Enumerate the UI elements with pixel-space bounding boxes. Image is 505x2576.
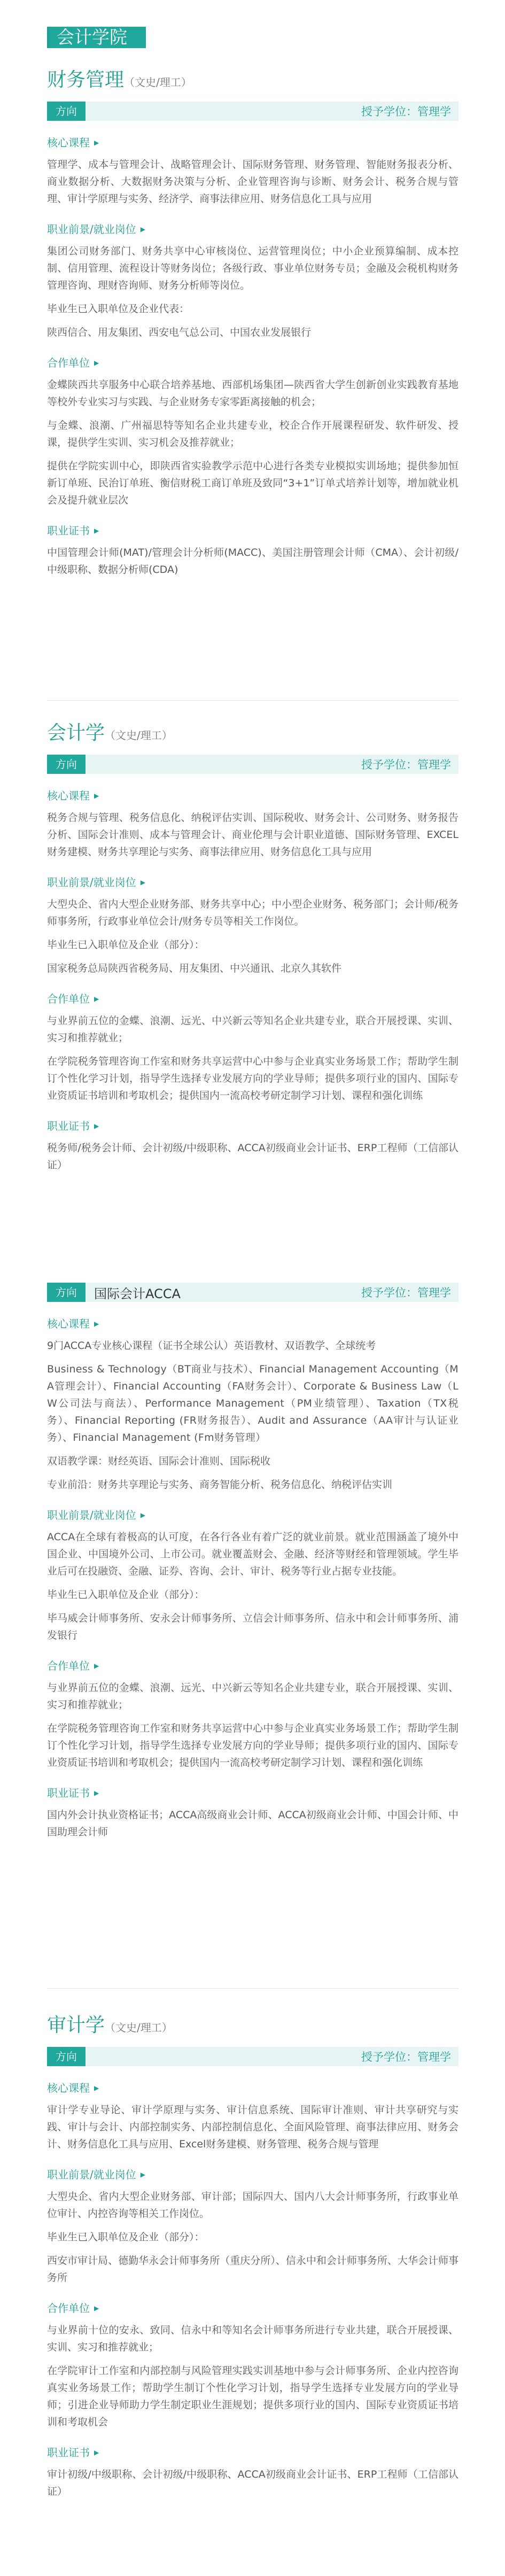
section-heading: 职业前景/就业岗位 ▶ bbox=[47, 874, 459, 890]
direction-bar bbox=[47, 2047, 459, 2066]
triangle-right-icon: ▶ bbox=[94, 2305, 99, 2312]
coop-text: 与业界前五位的金蝶、浪潮、远光、中兴新云等知名企业共建专业，联合开展授课、实训、实习和推荐就业； bbox=[47, 1682, 459, 1711]
employers-label: 毕业生已入职单位及企业（部分）： bbox=[47, 1589, 205, 1601]
core-courses-section bbox=[47, 1316, 459, 1493]
career-text: ACCA在全球有着极高的认可度，在各行各业有着广泛的就业前景。就业范围涵盖了境外中国企业、中国境外公司、上市公司。就业覆盖财会、金融、经济等财经和管理领域。学生毕业后可在投融资、金融、证券、咨询、会计、审计、税务等行业占据专业技能。 bbox=[47, 1531, 459, 1577]
employers-text: 毕马威会计师事务所、安永会计师事务所、立信会计师事务所、信永中和会计师事务所、浦发银行 bbox=[47, 1612, 459, 1641]
degree-label: 授予学位：管理学 bbox=[361, 105, 451, 118]
section-heading: 核心课程 ▶ bbox=[47, 135, 459, 151]
section-heading: 合作单位 ▶ bbox=[47, 1658, 459, 1674]
triangle-right-icon: ▶ bbox=[94, 1122, 99, 1130]
coop-section bbox=[47, 355, 459, 509]
direction-tag: 方向 bbox=[47, 2047, 86, 2066]
coop-text: 提供在学院实训中心，即陕西省实验教学示范中心进行各类专业模拟实训场地；提供参加恒新订单班、民治订单班、衡信财税工商订单班及致同“3+1”订单式培养计划等，增加就业机会及提升就业层次 bbox=[47, 460, 459, 506]
triangle-right-icon: ▶ bbox=[94, 2449, 99, 2456]
employers-label: 毕业生已入职单位及企业（部分）： bbox=[47, 939, 205, 951]
cert-section bbox=[47, 2445, 459, 2500]
core-courses-text: 税务合规与管理、税务信息化、纳税评估实训、国际税收、财务会计、公司财务、财务报告分析、国际会计准则、成本与管理会计、商业伦理与会计职业道德、国际财务管理、EXCEL财务建模、财务共享理论与实务、商事法律应用、财务信息化工具与应用 bbox=[47, 812, 459, 858]
major-sub: （文史/理工） bbox=[124, 76, 192, 89]
triangle-right-icon: ▶ bbox=[140, 2171, 145, 2178]
direction-acca bbox=[47, 1283, 459, 1847]
section-heading: 合作单位 ▶ bbox=[47, 991, 459, 1007]
career-section bbox=[47, 2167, 459, 2286]
core-courses-section bbox=[47, 135, 459, 207]
triangle-right-icon: ▶ bbox=[140, 226, 145, 233]
college-title: 会计学院 bbox=[47, 27, 146, 48]
coop-text: 与业界前十位的安永、致同、信永中和等知名会计师事务所进行专业共建，联合开展授课、实训、实习和推荐就业； bbox=[47, 2324, 459, 2353]
career-section bbox=[47, 874, 459, 977]
employers-label: 毕业生已入职单位及企业代表： bbox=[47, 303, 190, 315]
employers-text: 陕西信合、用友集团、西安电气总公司、中国农业发展银行 bbox=[47, 327, 312, 338]
triangle-right-icon: ▶ bbox=[140, 879, 145, 886]
cert-section bbox=[47, 523, 459, 578]
degree-label: 授予学位：管理学 bbox=[361, 758, 451, 771]
degree-label: 授予学位：管理学 bbox=[361, 1286, 451, 1299]
section-heading: 职业证书 ▶ bbox=[47, 523, 459, 539]
major-name: 财务管理 bbox=[47, 69, 125, 91]
major-auditing bbox=[47, 2014, 459, 2507]
core-courses-text: 双语教学课：财经英语、国际会计准则、国际税收 bbox=[47, 1455, 271, 1467]
direction-tag: 方向 bbox=[47, 755, 86, 774]
core-courses-text: 管理学、成本与管理会计、战略管理会计、国际财务管理、财务管理、智能财务报表分析、商业数据分析、大数据财务决策与分析、企业管理咨询与诊断、财务会计、税务合规与管理、审计学原理与实务、经济学、商事法律应用、财务信息化工具与应用 bbox=[47, 159, 459, 205]
direction-bar bbox=[47, 1283, 459, 1302]
major-sub: （文史/理工） bbox=[105, 2021, 173, 2034]
triangle-right-icon: ▶ bbox=[94, 139, 99, 146]
coop-text: 在学院税务管理咨询工作室和财务共享运营中心中参与企业真实业务场景工作；帮助学生制订个性化学习计划，指导学生选择专业发展方向的学业导师；提供多项行业的国内、国际专业资质证书培训和考取机会；提供国内一流高校考研定制学习计划、课程和强化训练 bbox=[47, 1722, 459, 1768]
career-text: 大型央企、省内大型企业财务部、财务共享中心；中小型企业财务、税务部门；会计师/税务师事务所，行政事业单位会计/财务专员等相关工作岗位。 bbox=[47, 898, 459, 927]
triangle-right-icon: ▶ bbox=[94, 359, 99, 367]
major-financial-management bbox=[47, 68, 459, 585]
section-heading: 职业证书 ▶ bbox=[47, 1118, 459, 1134]
major-accounting bbox=[47, 721, 459, 1180]
direction-bar bbox=[47, 102, 459, 121]
core-courses-text: 审计学专业导论、审计学原理与实务、审计信息系统、国际审计准则、审计共享研究与实践、审计与会计、内部控制实务、内部控制信息化、全面风险管理、商事法律应用、财务会计、财务信息化工具与应用、Excel财务建模、财务管理、税务合规与管理 bbox=[47, 2104, 459, 2150]
section-heading: 合作单位 ▶ bbox=[47, 2300, 459, 2316]
triangle-right-icon: ▶ bbox=[94, 995, 99, 1003]
cert-text: 国内外会计执业资格证书；ACCA高级商业会计师、ACCA初级商业会计师、中国会计师、中国助理会计师 bbox=[47, 1809, 459, 1838]
section-heading: 核心课程 ▶ bbox=[47, 788, 459, 804]
major-name: 会计学 bbox=[47, 722, 105, 744]
coop-section bbox=[47, 991, 459, 1104]
major-name: 审计学 bbox=[47, 2014, 105, 2036]
coop-text: 在学院审计工作室和内部控制与风险管理实践实训基地中参与会计师事务所、企业内控咨询真实业务场景工作；帮助学生制订个性化学习计划，指导学生选择专业发展方向的学业导师；引进企业导师助力学生制定职业生涯规划；提供多项行业的国内、国际专业资质证书培训和考取机会 bbox=[47, 2365, 459, 2428]
coop-section bbox=[47, 1658, 459, 1771]
core-courses-text: 9门ACCA专业核心课程（证书全球公认）英语教材、双语教学、全球统考 bbox=[47, 1340, 376, 1352]
direction-tag: 方向 bbox=[47, 1283, 86, 1302]
section-heading: 职业证书 ▶ bbox=[47, 1785, 459, 1801]
major-title bbox=[47, 721, 459, 747]
section-heading: 核心课程 ▶ bbox=[47, 2080, 459, 2096]
triangle-right-icon: ▶ bbox=[140, 1511, 145, 1519]
direction-name: 国际会计ACCA bbox=[94, 1286, 181, 1301]
triangle-right-icon: ▶ bbox=[94, 527, 99, 534]
direction-tag: 方向 bbox=[47, 102, 86, 121]
coop-text: 与业界前五位的金蝶、浪潮、远光、中兴新云等知名企业共建专业，联合开展授课、实训、实习和推荐就业； bbox=[47, 1015, 459, 1044]
triangle-right-icon: ▶ bbox=[94, 1320, 99, 1328]
major-title bbox=[47, 68, 459, 94]
major-title bbox=[47, 2014, 459, 2039]
core-courses-text: Business & Technology（BT商业与技术）、Financial Management Accounting（MA管理会计）、Financial Accounting（FA财务会计）、Corporate & Business Law（LW公司法与商法）、Performance Management（PM业绩管理）、Taxation（TX税务）、Financial Reporting (FR财务报告）、Audit and Assurance（AA审计与认证业务）、Financial Management (Fm财务管理） bbox=[47, 1363, 459, 1444]
core-courses-section bbox=[47, 2080, 459, 2153]
section-heading: 职业证书 ▶ bbox=[47, 2445, 459, 2461]
direction-bar bbox=[47, 755, 459, 774]
section-heading: 职业前景/就业岗位 ▶ bbox=[47, 221, 459, 237]
cert-section bbox=[47, 1785, 459, 1841]
employers-text: 西安市审计局、德勤华永会计师事务所（重庆分所）、信永中和会计师事务所、大华会计师事务所 bbox=[47, 2255, 459, 2284]
cert-text: 税务师/税务会计师、会计初级/中级职称、ACCA初级商业会计证书、ERP工程师（工信部认证） bbox=[47, 1142, 459, 1171]
section-divider bbox=[47, 700, 459, 701]
coop-text: 在学院税务管理咨询工作室和财务共享运营中心中参与企业真实业务场景工作；帮助学生制订个性化学习计划，指导学生选择专业发展方向的学业导师；提供多项行业的国内、国际专业资质证书培训和考取机会；提供国内一流高校考研定制学习计划、课程和强化训练 bbox=[47, 1056, 459, 1101]
triangle-right-icon: ▶ bbox=[94, 792, 99, 800]
cert-text: 审计初级/中级职称、会计初级/中级职称、ACCA初级商业会计证书、ERP工程师（工信部认证） bbox=[47, 2469, 459, 2497]
major-sub: （文史/理工） bbox=[105, 729, 173, 742]
coop-text: 与金蝶、浪潮、广州福思特等知名企业共建专业，校企合作开展课程研发、软件研发、授课，提供学生实训、实习机会及推荐就业； bbox=[47, 420, 459, 448]
career-text: 集团公司财务部门、财务共享中心审核岗位、运营管理岗位；中小企业预算编制、成本控制、信用管理、流程设计等财务岗位；各级行政、事业单位财务专员；金融及会税机构财务管理咨询、理财咨询师、财务分析师等岗位。 bbox=[47, 245, 459, 291]
coop-section bbox=[47, 2300, 459, 2431]
section-heading: 职业前景/就业岗位 ▶ bbox=[47, 2167, 459, 2183]
section-heading: 职业前景/就业岗位 ▶ bbox=[47, 1507, 459, 1523]
coop-text: 金蝶陕西共享服务中心联合培养基地、西部机场集团—陕西省大学生创新创业实践教育基地等校外专业实习与实践、与企业财务专家零距离接触的机会； bbox=[47, 379, 459, 408]
career-text: 大型央企、省内大型企业财务部、审计部；国际四大、国内八大会计师事务所，行政事业单位审计、内控咨询等相关工作岗位。 bbox=[47, 2191, 459, 2220]
degree-label: 授予学位：管理学 bbox=[361, 2051, 451, 2063]
section-heading: 核心课程 ▶ bbox=[47, 1316, 459, 1332]
section-heading: 合作单位 ▶ bbox=[47, 355, 459, 371]
cert-text: 中国管理会计师(MAT)/管理会计分析师(MACC)、美国注册管理会计师（CMA）、会计初级/中级职称、数据分析师(CDA) bbox=[47, 547, 459, 576]
core-courses-text: 专业前沿：财务共享理论与实务、商务智能分析、税务信息化、纳税评估实训 bbox=[47, 1479, 393, 1491]
section-divider bbox=[47, 1988, 459, 1989]
employers-text: 国家税务总局陕西省税务局、用友集团、中兴通讯、北京久其软件 bbox=[47, 963, 342, 974]
triangle-right-icon: ▶ bbox=[94, 2084, 99, 2092]
triangle-right-icon: ▶ bbox=[94, 1789, 99, 1797]
career-section bbox=[47, 221, 459, 341]
triangle-right-icon: ▶ bbox=[94, 1662, 99, 1670]
core-courses-section bbox=[47, 788, 459, 860]
employers-label: 毕业生已入职单位及企业（部分）： bbox=[47, 2231, 205, 2243]
cert-section bbox=[47, 1118, 459, 1174]
career-section bbox=[47, 1507, 459, 1644]
